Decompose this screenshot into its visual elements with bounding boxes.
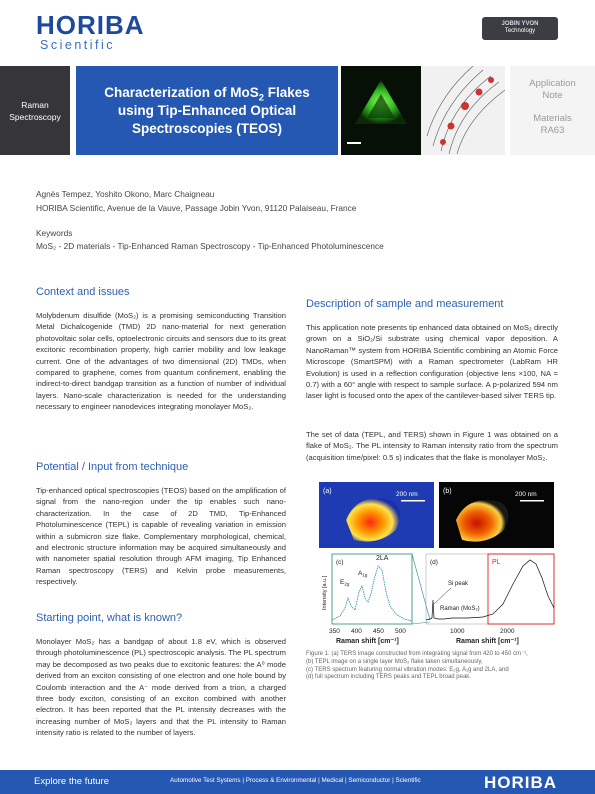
title-line1-end: Flakes: [264, 84, 310, 100]
ticks-d: [450, 628, 515, 635]
x-axis-label-c: Raman shift [cm⁻¹]: [336, 638, 399, 645]
scale-bar-a: 200 nm: [396, 491, 418, 498]
application-note-box: [510, 66, 595, 155]
peak-a1g-label: [358, 570, 368, 578]
description-heading: Description of sample and measurement: [306, 298, 504, 310]
title-line3: Spectroscopies (TEOS): [131, 120, 283, 136]
zoom-line-bottom: [412, 622, 430, 624]
document-title: [76, 66, 338, 155]
flake-microscopy-image: [341, 66, 421, 155]
peak-a1g-sub: 1g: [362, 572, 368, 578]
footer-logo: HORIBA: [484, 773, 558, 792]
raman-label: Raman (MoS₂): [440, 606, 480, 612]
tepl-image: [439, 482, 554, 548]
category-tag: [0, 66, 70, 155]
title-line2: using Tip-Enhanced Optical: [117, 102, 297, 118]
scale-bar-b: 200 nm: [515, 491, 537, 498]
tick-c-3: 500: [395, 628, 406, 635]
panel-d-frame: [426, 554, 554, 624]
peak-e2g-text: E: [340, 579, 345, 586]
tick-c-2: 450: [373, 628, 384, 635]
logo-main-text: HORIBA: [36, 10, 145, 40]
label-a: (a): [323, 488, 332, 495]
nanotube-illustration: [421, 66, 505, 155]
category-line1: Raman: [21, 99, 49, 110]
description-paragraph-2: The set of data (TEPL, and TERS) shown in Figure 1 was obtained on a flake of MoS₂. The PL intensity to Raman intensity ratio from the spectrum (acquisition time/pixel: 0.5 s) indicates that the flake is monolayer MoS₂.: [306, 430, 558, 462]
label-d: (d): [430, 559, 438, 566]
caption-line-2: (c) TERS spectrum featuring normal vibration modes: E₂g, A₁g and 2LA, and: [306, 666, 509, 673]
starting-heading: Starting point, what is known?: [36, 612, 183, 624]
caption-line-0: Figure 1: (a) TERS image constructed from integrating signal from 420 to 450 cm⁻¹,: [306, 651, 528, 657]
starting-paragraph: Monolayer MoS₂ has a bandgap of about 1.8 eV, which is observed through photoluminescence (PL) spectroscopic analysis. The PL spectrum may be decomposed as two peaks due to excitonic features: the A⁰ mode derived from an exciton consisting of one electron and one hole bound by Coulomb interaction and the A⁻ mode derived from a trion, a charged three body exciton, consisting of an exciton combined with another electron. It has been reported that the PL intensity decreases with the increasing number of MoS₂ layers and that the PL intensity to Raman intensity ratio is related to the number of layers.: [36, 637, 286, 738]
app-note-line1: Application: [529, 78, 576, 89]
note-id: RA63: [540, 125, 565, 136]
potential-paragraph: Tip-enhanced optical spectroscopies (TEOS) based on the amplification of signal from the nano-region under the tip enables such nano-characterization. In the case of 2D TMD, Tip-Enhanced Photoluminescence (TEPL) is capable of revealing variation in emission within a submicron size flake. Complementary morphological, chemical, and electronic structure information may be acquired simultaneously and with nanometer spatial resolution through AFM imaging, Tip Enhanced Raman spectroscopy (TERS) and Kelvin probe measurements, respectively.: [36, 486, 286, 587]
app-note-line2: Note: [542, 90, 563, 101]
peak-e2g-label: [340, 579, 350, 587]
tick-d-1: 2000: [500, 628, 515, 635]
context-paragraph: Molybdenum disulfide (MoS₂) is a promising semiconducting Transition Metal Dichalcogenide (TMD) 2D nano-material for next generation photovoltaic solar cells, optoelectronic circuits and sensors due to its great excitonic recombination property, high carrier mobility and low leakage current. One of the advantages of two dimensional (2D) TMDs, when compared to graphene, comes from quantum confinement, enabling the indirect-to-direct bandgap transition as a function of number of individual layers. Nano-scale characterization is needed for the understanding necessary to engineer nanodevices integrating monolayer MoS₂.: [36, 311, 286, 412]
peak-a1g-text: A: [358, 570, 363, 577]
category-line2: Spectroscopy: [9, 111, 61, 122]
footer-tagline: Explore the future: [34, 776, 109, 787]
peak-2la-label: 2LA: [376, 555, 389, 562]
jy-line1: JOBIN YVON: [501, 21, 539, 27]
materials-label: Materials: [533, 113, 572, 124]
title-line1: Characterization of MoS: [104, 84, 259, 100]
horiba-logo: [36, 12, 145, 52]
caption-line-3: (d) full spectrum including TERS peaks and TEPL broad peak.: [306, 674, 471, 681]
authors: Agnès Tempez, Yoshito Okono, Marc Chaigneau: [36, 189, 215, 199]
jobin-yvon-badge: [482, 17, 558, 40]
figure-caption: [306, 651, 566, 682]
y-axis-label: Intensity [a.u.]: [322, 575, 328, 610]
label-c: (c): [336, 559, 344, 566]
tick-d-0: 1000: [450, 628, 465, 635]
affiliation: HORIBA Scientific, Avenue de la Vauve, Passage Jobin Yvon, 91120 Palaiseau, France: [36, 203, 357, 213]
footer-markets: Automotive Test Systems | Process & Environmental | Medical | Semiconductor | Scientific: [170, 777, 421, 784]
footer-bar: [0, 770, 595, 794]
keywords-label: Keywords: [36, 228, 73, 238]
tick-c-1: 400: [351, 628, 362, 635]
context-heading: Context and issues: [36, 286, 130, 298]
description-paragraph-1: This application note presents tip enhanced data obtained on MoS₂ directly grown on a SiO₂/Si substrate using chemical vapor deposition. A NanoRaman™ system from HORIBA Scientific combining an Atomic Force Microscope (SmartSPM) with a Raman spectrometer (LabRam HR Evolution) is used in a reflection configuration (objective lens ×100, NA = 0.7) with a 60° angle with respect to sample surface. A p-polarized 594 nm laser light is focused onto the apex of the cantilever-based silver TERS tip.: [306, 323, 559, 401]
potential-heading: Potential / Input from technique: [36, 461, 189, 473]
si-peak-pointer: [434, 588, 451, 604]
figure-1: [318, 480, 558, 645]
ticks-c: [329, 628, 406, 635]
ters-spectrum-curve: [332, 566, 412, 621]
zoom-line-top: [412, 554, 430, 620]
author-block: [36, 187, 356, 215]
caption-line-1: (b) TEPL image on a single layer MoS₂ flake taken simultaneously,: [306, 658, 483, 665]
keywords-text: MoS₂ - 2D materials - Tip-Enhanced Raman Spectroscopy - Tip-Enhanced Photoluminescence: [36, 241, 384, 251]
title-subscript: 2: [258, 92, 264, 104]
jy-line2: Technology: [504, 28, 536, 34]
logo-sub-text: Scientific: [40, 38, 116, 52]
pl-label: PL: [492, 559, 501, 566]
tick-c-0: 350: [329, 628, 340, 635]
label-b: (b): [443, 488, 452, 495]
x-axis-label-d: Raman shift [cm⁻¹]: [456, 638, 519, 645]
peak-e2g-sub: 2g: [344, 581, 350, 587]
si-peak-label: Si peak: [448, 581, 469, 587]
keywords-block: [36, 227, 384, 253]
